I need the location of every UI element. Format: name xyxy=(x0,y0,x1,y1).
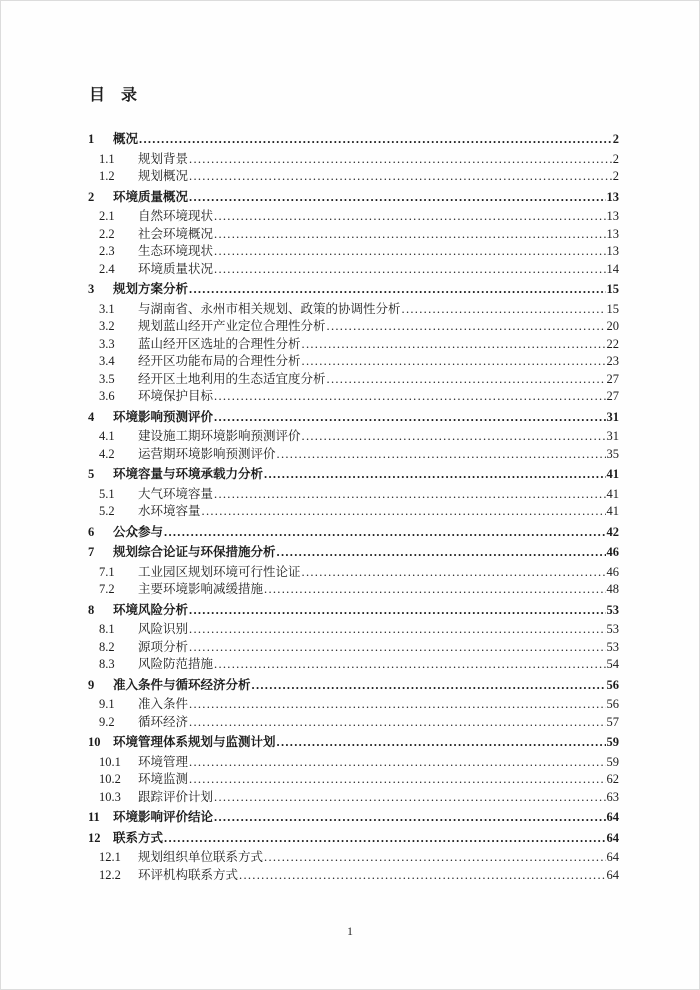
toc-chapter-title: 规划方案分析 xyxy=(113,282,189,296)
toc-sub-entry xyxy=(88,656,619,674)
toc-chapter-title: 环境影响评价结论 xyxy=(113,810,214,824)
toc-sub-title: 主要环境影响减缓措施 xyxy=(138,582,264,596)
toc-sub-entry xyxy=(88,696,619,714)
toc-sub-entry xyxy=(88,789,619,807)
toc-sub-title: 规划背景 xyxy=(138,151,189,166)
dot-leader xyxy=(327,371,606,389)
toc-chapter-entry xyxy=(88,281,619,299)
toc-sub-page-number: 13 xyxy=(606,244,619,258)
dot-leader xyxy=(214,409,605,427)
toc-sub-title: 准入条件 xyxy=(138,697,189,711)
toc-sub-title: 与湖南省、永州市相关规划、政策的协调性分析 xyxy=(138,301,401,316)
toc-sub-page-number: 23 xyxy=(606,354,619,368)
toc-sub-number: 1.2 xyxy=(99,169,115,183)
toc-sub-page-number: 57 xyxy=(606,714,619,729)
dot-leader xyxy=(214,261,605,279)
toc-sub-page-number: 14 xyxy=(606,261,619,276)
toc-sub-number: 7.1 xyxy=(99,564,115,579)
toc-sub-number: 3.3 xyxy=(99,336,115,351)
toc-chapter-title: 环境容量与环境承载力分析 xyxy=(113,467,264,481)
toc-sub-entry xyxy=(88,867,619,885)
toc-sub-title: 风险防范措施 xyxy=(138,657,214,671)
toc-sub-entry xyxy=(88,243,619,261)
toc-sub-title: 环境质量状况 xyxy=(138,261,214,276)
toc-chapter-page-number: 41 xyxy=(606,467,619,481)
toc-sub-number: 3.2 xyxy=(99,319,115,333)
toc-sub-entry xyxy=(88,168,619,186)
toc-sub-title: 风险识别 xyxy=(138,622,189,636)
toc-sub-number: 2.3 xyxy=(99,244,115,258)
toc-sub-page-number: 27 xyxy=(606,371,619,386)
toc-content xyxy=(88,87,619,884)
toc-chapter-entry xyxy=(88,466,619,484)
toc-sub-entry xyxy=(88,208,619,226)
toc-sub-number: 12.2 xyxy=(99,867,121,882)
toc-sub-entry xyxy=(88,353,619,371)
dot-leader xyxy=(302,428,606,446)
toc-sub-page-number: 64 xyxy=(606,850,619,864)
toc-sub-entry xyxy=(88,771,619,789)
toc-sub-entry xyxy=(88,754,619,772)
toc-chapter-title: 联系方式 xyxy=(113,830,164,845)
toc-chapter-title: 环境质量概况 xyxy=(113,189,189,204)
toc-sub-page-number: 41 xyxy=(606,486,619,501)
toc-sub-title: 生态环境现状 xyxy=(138,244,214,258)
toc-sub-page-number: 41 xyxy=(606,504,619,518)
toc-list xyxy=(88,131,619,884)
toc-sub-title: 经开区土地利用的生态适宜度分析 xyxy=(138,371,326,386)
dot-leader xyxy=(189,696,605,714)
toc-chapter-page-number: 42 xyxy=(606,524,619,539)
toc-sub-number: 3.1 xyxy=(99,301,115,316)
toc-chapter-entry xyxy=(88,131,619,149)
toc-sub-entry xyxy=(88,301,619,319)
toc-chapter-number: 7 xyxy=(88,545,95,559)
toc-chapter-title: 公众参与 xyxy=(113,524,164,539)
toc-chapter-number: 1 xyxy=(88,132,95,146)
toc-chapter-number: 4 xyxy=(88,409,95,424)
dot-leader xyxy=(139,131,612,149)
toc-sub-number: 3.5 xyxy=(99,371,115,386)
dot-leader xyxy=(214,789,605,807)
toc-chapter-entry xyxy=(88,830,619,848)
toc-chapter-entry xyxy=(88,734,619,752)
toc-sub-number: 7.2 xyxy=(99,582,115,596)
dot-leader xyxy=(214,388,605,406)
toc-chapter-title: 环境管理体系规划与监测计划 xyxy=(113,735,276,749)
dot-leader xyxy=(164,830,605,848)
dot-leader xyxy=(214,226,605,244)
toc-sub-number: 4.1 xyxy=(99,429,115,443)
toc-sub-page-number: 31 xyxy=(606,429,619,443)
dot-leader xyxy=(264,466,605,484)
dot-leader xyxy=(327,318,606,336)
toc-sub-title: 蓝山经开区选址的合理性分析 xyxy=(138,336,301,351)
toc-sub-entry xyxy=(88,581,619,599)
toc-chapter-title: 环境影响预测评价 xyxy=(113,409,214,424)
toc-sub-title: 环评机构联系方式 xyxy=(138,867,239,882)
toc-chapter-number: 3 xyxy=(88,282,95,296)
toc-sub-number: 8.3 xyxy=(99,657,115,671)
toc-sub-title: 自然环境现状 xyxy=(138,209,214,223)
dot-leader xyxy=(189,621,605,639)
toc-sub-title: 运营期环境影响预测评价 xyxy=(138,446,276,461)
dot-leader xyxy=(189,168,612,186)
dot-leader xyxy=(302,336,606,354)
toc-sub-page-number: 48 xyxy=(606,582,619,596)
toc-chapter-page-number: 31 xyxy=(606,409,619,424)
toc-sub-number: 9.1 xyxy=(99,697,115,711)
toc-sub-number: 3.6 xyxy=(99,389,115,403)
toc-sub-entry xyxy=(88,486,619,504)
toc-chapter-number: 12 xyxy=(88,830,101,845)
toc-sub-page-number: 59 xyxy=(606,754,619,769)
toc-sub-title: 规划概况 xyxy=(138,169,189,183)
toc-chapter-page-number: 64 xyxy=(606,830,619,845)
toc-sub-page-number: 2 xyxy=(612,151,619,166)
toc-chapter-number: 9 xyxy=(88,677,95,692)
dot-leader xyxy=(302,564,606,582)
toc-chapter-title: 概况 xyxy=(113,132,139,146)
toc-chapter-number: 11 xyxy=(88,810,100,824)
toc-sub-title: 环境监测 xyxy=(138,772,189,786)
toc-sub-entry xyxy=(88,564,619,582)
toc-sub-title: 社会环境概况 xyxy=(138,226,214,241)
toc-sub-page-number: 13 xyxy=(606,226,619,241)
dot-leader xyxy=(202,503,606,521)
toc-sub-number: 5.1 xyxy=(99,486,115,501)
toc-sub-entry xyxy=(88,388,619,406)
dot-leader xyxy=(214,243,605,261)
toc-sub-entry xyxy=(88,336,619,354)
toc-sub-page-number: 53 xyxy=(606,622,619,636)
toc-sub-title: 工业园区规划环境可行性论证 xyxy=(138,564,301,579)
toc-sub-number: 10.3 xyxy=(99,789,121,804)
toc-sub-entry xyxy=(88,371,619,389)
toc-chapter-entry xyxy=(88,677,619,695)
toc-sub-number: 9.2 xyxy=(99,714,115,729)
toc-sub-number: 2.2 xyxy=(99,226,115,241)
toc-sub-page-number: 64 xyxy=(606,867,619,882)
toc-sub-title: 大气环境容量 xyxy=(138,486,214,501)
dot-leader xyxy=(189,602,605,620)
dot-leader xyxy=(214,486,605,504)
toc-sub-number: 12.1 xyxy=(99,850,121,864)
toc-sub-entry xyxy=(88,226,619,244)
toc-sub-title: 经开区功能布局的合理性分析 xyxy=(138,354,301,368)
dot-leader xyxy=(189,151,612,169)
toc-sub-number: 10.2 xyxy=(99,772,121,786)
toc-chapter-page-number: 53 xyxy=(606,602,619,617)
toc-sub-page-number: 53 xyxy=(606,639,619,654)
toc-sub-entry xyxy=(88,849,619,867)
dot-leader xyxy=(164,524,605,542)
dot-leader xyxy=(252,677,606,695)
dot-leader xyxy=(302,353,606,371)
toc-sub-page-number: 63 xyxy=(606,789,619,804)
toc-chapter-number: 2 xyxy=(88,189,95,204)
toc-sub-number: 8.1 xyxy=(99,622,115,636)
toc-sub-number: 5.2 xyxy=(99,504,115,518)
toc-sub-title: 建设施工期环境影响预测评价 xyxy=(138,429,301,443)
dot-leader xyxy=(189,771,605,789)
dot-leader xyxy=(239,867,605,885)
toc-sub-number: 8.2 xyxy=(99,639,115,654)
toc-sub-number: 1.1 xyxy=(99,151,115,166)
dot-leader xyxy=(189,754,605,772)
toc-sub-page-number: 62 xyxy=(606,772,619,786)
dot-leader xyxy=(264,849,605,867)
toc-sub-entry xyxy=(88,503,619,521)
toc-sub-title: 环境保护目标 xyxy=(138,389,214,403)
dot-leader xyxy=(277,446,606,464)
toc-sub-entry xyxy=(88,621,619,639)
toc-chapter-page-number: 2 xyxy=(612,132,619,146)
toc-chapter-title: 准入条件与循环经济分析 xyxy=(113,677,251,692)
toc-sub-page-number: 46 xyxy=(606,564,619,579)
toc-sub-page-number: 22 xyxy=(606,336,619,351)
toc-chapter-number: 8 xyxy=(88,602,95,617)
toc-chapter-page-number: 56 xyxy=(606,677,619,692)
toc-sub-entry xyxy=(88,428,619,446)
toc-chapter-entry xyxy=(88,544,619,562)
toc-chapter-number: 6 xyxy=(88,524,95,539)
toc-chapter-entry xyxy=(88,189,619,207)
toc-sub-number: 4.2 xyxy=(99,446,115,461)
toc-sub-page-number: 35 xyxy=(606,446,619,461)
toc-chapter-page-number: 15 xyxy=(606,282,619,296)
toc-chapter-number: 5 xyxy=(88,467,95,481)
toc-chapter-page-number: 46 xyxy=(606,545,619,559)
toc-sub-page-number: 54 xyxy=(606,657,619,671)
dot-leader xyxy=(277,544,606,562)
toc-chapter-title: 环境风险分析 xyxy=(113,602,189,617)
toc-sub-entry xyxy=(88,714,619,732)
toc-sub-entry xyxy=(88,261,619,279)
toc-sub-number: 3.4 xyxy=(99,354,115,368)
toc-chapter-page-number: 64 xyxy=(606,810,619,824)
toc-sub-title: 环境管理 xyxy=(138,754,189,769)
dot-leader xyxy=(189,639,605,657)
toc-sub-entry xyxy=(88,446,619,464)
toc-chapter-entry xyxy=(88,809,619,827)
toc-sub-number: 2.1 xyxy=(99,209,115,223)
toc-sub-page-number: 27 xyxy=(606,389,619,403)
toc-sub-entry xyxy=(88,151,619,169)
toc-sub-entry xyxy=(88,318,619,336)
dot-leader xyxy=(402,301,606,319)
toc-chapter-number: 10 xyxy=(88,735,101,749)
dot-leader xyxy=(277,734,606,752)
toc-sub-title: 规划蓝山经开产业定位合理性分析 xyxy=(138,319,326,333)
toc-sub-page-number: 13 xyxy=(606,209,619,223)
toc-sub-title: 循环经济 xyxy=(138,714,189,729)
toc-sub-page-number: 56 xyxy=(606,697,619,711)
toc-sub-page-number: 20 xyxy=(606,319,619,333)
toc-chapter-entry xyxy=(88,524,619,542)
toc-sub-title: 源项分析 xyxy=(138,639,189,654)
dot-leader xyxy=(189,189,605,207)
toc-chapter-entry xyxy=(88,409,619,427)
toc-chapter-page-number: 13 xyxy=(606,189,619,204)
toc-sub-title: 规划组织单位联系方式 xyxy=(138,850,264,864)
toc-sub-title: 跟踪评价计划 xyxy=(138,789,214,804)
toc-sub-entry xyxy=(88,639,619,657)
dot-leader xyxy=(264,581,605,599)
toc-sub-title: 水环境容量 xyxy=(138,504,201,518)
footer-page-number: 1 xyxy=(347,924,353,938)
toc-sub-number: 10.1 xyxy=(99,754,121,769)
toc-sub-number: 2.4 xyxy=(99,261,115,276)
dot-leader xyxy=(214,208,605,226)
dot-leader xyxy=(189,281,605,299)
toc-sub-page-number: 15 xyxy=(606,301,619,316)
dot-leader xyxy=(189,714,605,732)
dot-leader xyxy=(214,809,605,827)
page-title: 目 录 xyxy=(89,87,138,104)
toc-chapter-page-number: 59 xyxy=(606,735,619,749)
toc-sub-page-number: 2 xyxy=(612,169,619,183)
toc-chapter-title: 规划综合论证与环保措施分析 xyxy=(113,545,276,559)
toc-chapter-entry xyxy=(88,602,619,620)
dot-leader xyxy=(214,656,605,674)
